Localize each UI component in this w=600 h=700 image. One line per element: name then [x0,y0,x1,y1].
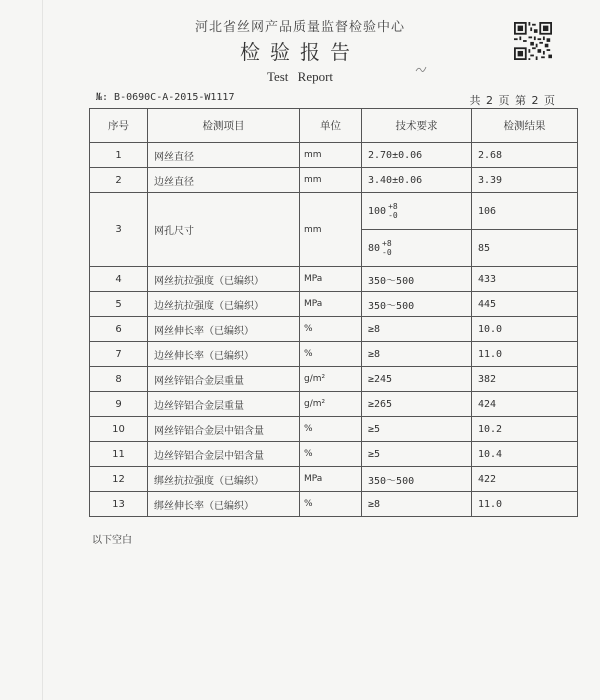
row-item: 绑丝抗拉强度（已编织） [148,467,300,492]
row-item: 边丝锌铝合金层重量 [148,392,300,417]
report-title: 检验报告 [240,40,360,64]
row-no: 5 [90,292,148,317]
row-result: 11.0 [472,492,578,517]
pen-mark [414,64,428,74]
row-result: 3.39 [472,168,578,193]
tolerance-lower: -0 [382,248,392,257]
row-no: 4 [90,267,148,292]
table-row [90,317,578,342]
row-result: 85 [472,230,578,267]
row-unit: MPa [300,267,362,292]
row-requirement: ≥245 [362,367,472,392]
row-result: 106 [472,193,578,230]
row-item: 网丝抗拉强度（已编织） [148,267,300,292]
row-result: 10.4 [472,442,578,467]
row-requirement: ≥8 [362,317,472,342]
tolerance-value [368,239,392,257]
row-result: 10.0 [472,317,578,342]
test-results-table [89,108,578,517]
row-result: 11.0 [472,342,578,367]
row-no: 10 [90,417,148,442]
row-requirement [362,193,472,230]
row-item: 边丝直径 [148,168,300,193]
row-requirement: 2.70±0.06 [362,143,472,168]
page-count: 共 2 页 第 2 页 [469,94,556,107]
row-requirement: 350～500 [362,267,472,292]
qr-code-icon [514,22,552,60]
col-header-unit: 单位 [300,109,362,143]
table-row [90,292,578,317]
blank-below-note: 以下空白 [92,535,132,546]
row-item: 网丝直径 [148,143,300,168]
report-number: №: B-0690C-A-2015-W1117 [96,92,235,103]
table-row [90,492,578,517]
row-result: 10.2 [472,417,578,442]
table-row [90,193,578,230]
tolerance-lower: -0 [388,211,398,220]
row-item: 边丝锌铝合金层中铝含量 [148,442,300,467]
page-edge [42,0,43,700]
table-row [90,342,578,367]
row-item: 绑丝伸长率（已编织） [148,492,300,517]
row-requirement: ≥265 [362,392,472,417]
row-no: 2 [90,168,148,193]
table-row [90,168,578,193]
row-requirement: ≥8 [362,342,472,367]
tolerance-base: 100 [368,205,387,217]
table-row [90,267,578,292]
table-row [90,442,578,467]
row-no: 7 [90,342,148,367]
row-item: 网丝锌铝合金层重量 [148,367,300,392]
col-header-no: 序号 [90,109,148,143]
row-no: 1 [90,143,148,168]
row-unit: % [300,417,362,442]
row-item: 边丝伸长率（已编织） [148,342,300,367]
row-no: 13 [90,492,148,517]
row-requirement: ≥8 [362,492,472,517]
row-unit: MPa [300,292,362,317]
tolerance-stack [382,239,392,257]
row-unit: g/m² [300,367,362,392]
row-item: 网丝伸长率（已编织） [148,317,300,342]
row-unit: g/m² [300,392,362,417]
row-unit: % [300,342,362,367]
row-no: 3 [90,193,148,267]
row-requirement: ≥5 [362,442,472,467]
row-no: 9 [90,392,148,417]
row-item: 网孔尺寸 [148,193,300,267]
row-no: 6 [90,317,148,342]
row-unit: % [300,317,362,342]
row-requirement: 350～500 [362,292,472,317]
row-item: 边丝抗拉强度（已编织） [148,292,300,317]
row-result: 2.68 [472,143,578,168]
row-unit: mm [300,168,362,193]
row-no: 12 [90,467,148,492]
row-result: 422 [472,467,578,492]
col-header-result: 检测结果 [472,109,578,143]
row-no: 8 [90,367,148,392]
table-row [90,392,578,417]
row-result: 445 [472,292,578,317]
tolerance-value [368,202,398,220]
report-subtitle: Test Report [266,69,334,84]
table-row [90,417,578,442]
table-header-row [90,109,578,143]
tolerance-upper: +8 [382,239,392,248]
row-requirement: ≥5 [362,417,472,442]
tolerance-upper: +8 [388,202,398,211]
row-unit: % [300,492,362,517]
row-requirement: 350～500 [362,467,472,492]
tolerance-stack [388,202,398,220]
row-item: 网丝锌铝合金层中铝含量 [148,417,300,442]
tolerance-base: 80 [368,242,381,254]
table-row [90,367,578,392]
row-result: 424 [472,392,578,417]
table-row [90,467,578,492]
row-requirement: 3.40±0.06 [362,168,472,193]
row-requirement [362,230,472,267]
row-unit: MPa [300,467,362,492]
row-no: 11 [90,442,148,467]
row-unit: mm [300,143,362,168]
col-header-item: 检测项目 [148,109,300,143]
organization-name: 河北省丝网产品质量监督检验中心 [194,20,405,35]
row-result: 433 [472,267,578,292]
table-row [90,143,578,168]
row-result: 382 [472,367,578,392]
col-header-requirement: 技术要求 [362,109,472,143]
row-unit: mm [300,193,362,267]
row-unit: % [300,442,362,467]
